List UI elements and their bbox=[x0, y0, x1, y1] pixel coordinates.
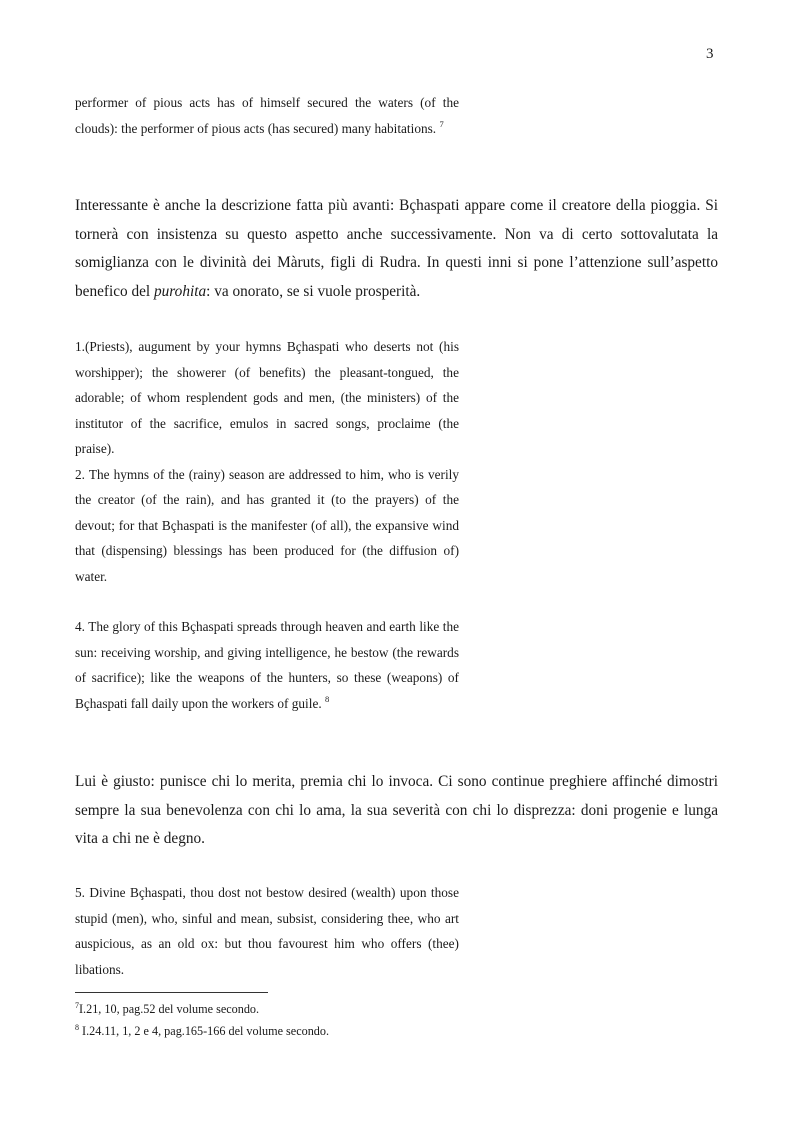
body-text: : va onorato, se si vuole prosperità. bbox=[206, 282, 421, 300]
quote-block-2 bbox=[75, 334, 459, 589]
body-paragraph-2 bbox=[75, 768, 718, 854]
quote-paragraph bbox=[75, 90, 459, 141]
quote-block-3 bbox=[75, 614, 459, 716]
quote-text: performer of pious acts has of himself secured the waters (of the clouds): the performer of pious acts (has secured) many habitations. bbox=[75, 95, 459, 136]
body-paragraph-1 bbox=[75, 192, 718, 306]
emphasis-text: purohita bbox=[154, 282, 207, 300]
quote-block-4 bbox=[75, 880, 459, 982]
footnote-ref[interactable]: 8 bbox=[325, 693, 330, 704]
footnote-divider bbox=[75, 992, 268, 993]
footnote-text: I.24.11, 1, 2 e 4, pag.165-166 del volume secondo. bbox=[82, 1024, 330, 1038]
footnotes bbox=[75, 998, 715, 1042]
page-number: 3 bbox=[706, 46, 714, 62]
quote-paragraph bbox=[75, 614, 459, 716]
footnote-ref[interactable]: 7 bbox=[439, 118, 444, 129]
footnote-text: I.21, 10, pag.52 del volume secondo. bbox=[79, 1002, 260, 1016]
footnote-number: 8 bbox=[75, 1023, 79, 1032]
footnote-7 bbox=[75, 998, 715, 1020]
verse-4: 4. The glory of this Bçhaspati spreads through heaven and earth like the sun: receiving worship, and giving intelligence, he bestow (the rewards of sacrifice); like the weapons of the hunters, so these (weapons) of Bçhaspati fall daily upon the workers of guile. bbox=[75, 619, 459, 711]
quote-block-1 bbox=[75, 90, 459, 141]
footnote-number: 7 bbox=[75, 1001, 79, 1010]
body-paragraph bbox=[75, 192, 718, 306]
footnote-8 bbox=[75, 1020, 715, 1042]
verse-2: 2. The hymns of the (rainy) season are addressed to him, who is verily the creator (of the rain), and has granted it (to the prayers) of the devout; for that Bçhaspati is the manifester (of all), the expansive wind that (dispensing) blessings has been produced for (the diffusion of) water. bbox=[75, 466, 459, 584]
body-text: Interessante è anche la descrizione fatta più avanti: Bçhaspati appare come il creatore della pioggia. Si tornerà con insistenza su questo aspetto anche successivamente. Non va di certo sottovalutata la somiglianza con le divinità dei Màruts, figli di Rudra. In questi inni si pone l’attenzione sull’aspetto benefico del bbox=[75, 197, 718, 300]
body-text: Lui è giusto: punisce chi lo merita, premia chi lo invoca. Ci sono continue preghiere affinché dimostri sempre la sua benevolenza con chi lo ama, la sua severità con chi lo disprezza: doni progenie e lunga vita a chi ne è degno. bbox=[75, 773, 718, 848]
verse-1: 1.(Priests), augument by your hymns Bçhaspati who deserts not (his worshipper); the showerer (of benefits) the pleasant-tongued, the adorable; of whom resplendent gods and men, (the ministers) of the institutor of the sacrifice, emulos in sacred songs, proclaime (the praise). bbox=[75, 339, 459, 456]
verse-5: 5. Divine Bçhaspati, thou dost not bestow desired (wealth) upon those stupid (men), who, sinful and mean, subsist, considering thee, who art auspicious, as an old ox: but thou favourest him who offers (thee) libations. bbox=[75, 885, 459, 977]
